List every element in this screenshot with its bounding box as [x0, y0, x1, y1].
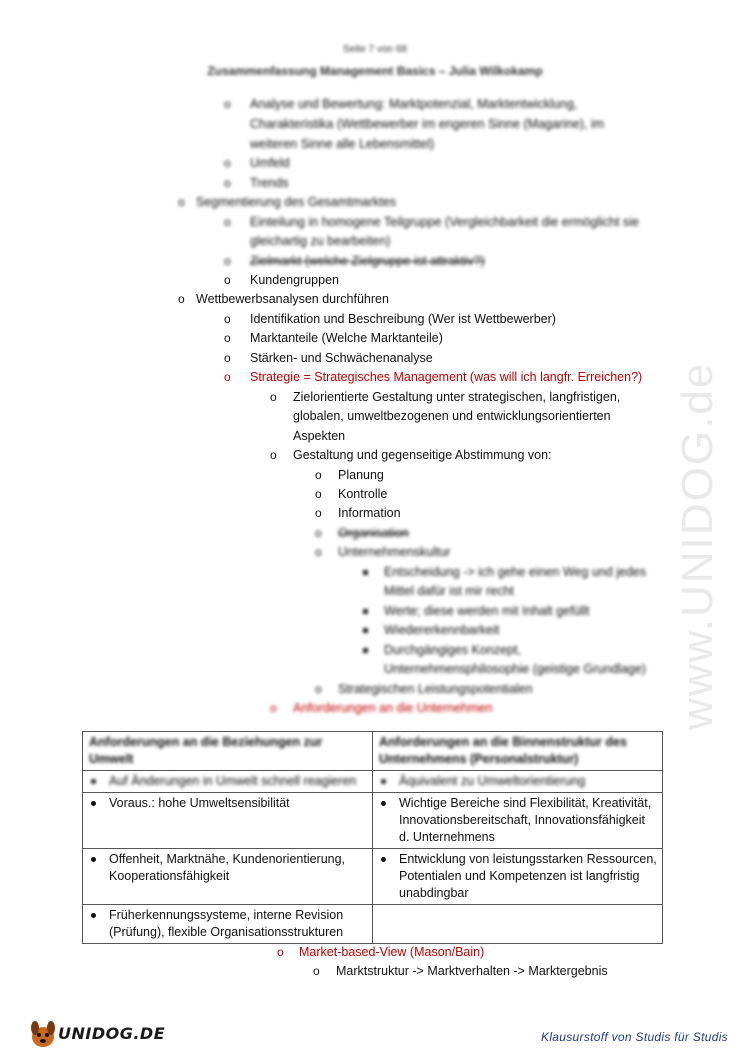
outline-line: Analyse und Bewertung: Marktpotenzial, Marktentwicklung, — [250, 97, 578, 111]
bullet-o: o — [315, 545, 322, 559]
ziel-line: globalen, umweltbezogenen und entwicklungsorientierten — [293, 409, 611, 423]
gestaltung-line: Gestaltung und gegenseitige Abstimmung von: — [293, 448, 552, 462]
bullet-o: o — [277, 945, 284, 959]
table-row — [83, 849, 663, 905]
outline-line: Strategischen Leistungspotentialen — [338, 682, 533, 696]
bullet-o: o — [315, 506, 322, 520]
table-row — [83, 771, 663, 793]
bullet-o: o — [270, 701, 277, 715]
watermark-text: www.UNIDOG.de — [673, 361, 722, 730]
market-view-heading: Market-based-View (Mason/Bain) — [299, 945, 485, 959]
outline-line: weiteren Sinne alle Lebensmittel) — [250, 137, 435, 151]
wettbewerb-item: Identifikation und Beschreibung (Wer ist Wettbewerber) — [250, 312, 556, 326]
footer-tagline: Klausurstoff von Studis für Studis — [541, 1030, 728, 1044]
strategie-heading: Strategie = Strategisches Management (was will ich langfr. Erreichen?) — [250, 370, 643, 384]
market-view-line: Marktstruktur -> Marktverhalten -> Marktergebnis — [336, 964, 608, 978]
table-row — [83, 793, 663, 849]
wettbewerbsanalyse-heading: Wettbewerbsanalysen durchführen — [196, 292, 389, 306]
requirements-table — [82, 731, 663, 944]
table-cell: Offenheit, Marktnähe, Kundenorientierung, Kooperationsfähigkeit — [83, 849, 373, 905]
bullet-o: o — [224, 351, 231, 365]
outline-line: Charakteristika (Wettbewerber im engeren Sinne (Magarine), im — [250, 117, 605, 131]
document-title: Zusammenfassung Management Basics – Julia Wilkokamp — [207, 64, 543, 78]
ziel-line: Aspekten — [293, 429, 346, 443]
square-bullet — [363, 628, 368, 633]
table-header-cell: Anforderungen an die Beziehungen zur Umwelt — [83, 732, 373, 771]
bullet-o: o — [315, 682, 322, 696]
abstimmung-item: Kontrolle — [338, 487, 388, 501]
outline-line: Durchgängiges Konzept, — [384, 643, 521, 657]
dog-logo-icon — [26, 1016, 60, 1050]
square-bullet — [363, 648, 368, 653]
bullet-o: o — [224, 215, 231, 229]
page-number: Seite 7 von 68 — [343, 44, 407, 55]
outline-line: Trends — [250, 176, 289, 190]
abstimmung-item: Planung — [338, 468, 384, 482]
wettbewerb-item: Stärken- und Schwächenanalyse — [250, 351, 433, 365]
watermark — [640, 260, 750, 740]
outline-line: Wiedererkennbarkeit — [384, 623, 500, 637]
bullet-o: o — [315, 526, 322, 540]
bullet-o: o — [270, 390, 277, 404]
square-bullet — [363, 609, 368, 614]
table-cell — [373, 905, 663, 944]
ziel-line: Zielorientierte Gestaltung unter strategischen, langfristigen, — [293, 390, 621, 404]
outline-line: Unternehmensphilosophie (geistige Grundlage) — [384, 662, 646, 676]
outline-line: Einteilung in homogene Teilgruppe (Vergleichbarkeit die ermöglicht sie — [250, 215, 639, 229]
outline-line: Unternehmenskultur — [338, 545, 451, 559]
outline-line: Entscheidung -> ich gehe einen Weg und jedes — [384, 565, 647, 579]
bullet-o: o — [178, 292, 185, 306]
bullet-o: o — [178, 195, 185, 209]
square-bullet — [363, 570, 368, 575]
table-header-cell: Anforderungen an die Binnenstruktur des Unternehmens (Personalstruktur) — [373, 732, 663, 771]
abstimmung-item: Information — [338, 506, 401, 520]
kundengruppen-item: Kundengruppen — [250, 273, 339, 287]
outline-line: Werte; diese werden mit Inhalt gefüllt — [384, 604, 590, 618]
table-cell: Früherkennungssysteme, interne Revision (Prüfung), flexible Organisationsstrukturen — [83, 905, 373, 944]
table-cell: Wichtige Bereiche sind Flexibilität, Kreativität, Innovationsbereitschaft, Innovationsfähigkeit d. Unternehmens — [373, 793, 663, 849]
bullet-o: o — [224, 273, 231, 287]
outline-line: Zielmarkt (welche Zielgruppe ist attraktiv?) — [250, 254, 485, 268]
outline-line: Anforderungen an die Unternehmen — [293, 701, 493, 715]
bullet-o: o — [224, 156, 231, 170]
bullet-o: o — [313, 964, 320, 978]
table-header-row — [83, 732, 663, 771]
bullet-o: o — [224, 370, 231, 384]
logo-text: UNIDOG.DE — [58, 1024, 166, 1043]
bullet-o: o — [270, 448, 277, 462]
outline-line: Mittel dafür ist mir recht — [384, 584, 514, 598]
bullet-o: o — [224, 312, 231, 326]
wettbewerb-item: Marktanteile (Welche Marktanteile) — [250, 331, 443, 345]
bullet-o: o — [315, 468, 322, 482]
outline-line: Umfeld — [250, 156, 290, 170]
bullet-o: o — [224, 331, 231, 345]
outline-line: gleichartig zu bearbeiten) — [250, 234, 391, 248]
table-cell: Äquivalent zu Umweltorientierung — [373, 771, 663, 793]
bullet-o: o — [224, 176, 231, 190]
outline-line: Segmentierung des Gesamtmarktes — [196, 195, 397, 209]
bullet-o: o — [224, 254, 231, 268]
bullet-o: o — [224, 97, 231, 111]
bullet-o: o — [315, 487, 322, 501]
table-cell: Entwicklung von leistungsstarken Ressourcen, Potentialen und Kompetenzen ist langfristig unabdingbar — [373, 849, 663, 905]
table-cell: Auf Änderungen in Umwelt schnell reagieren — [83, 771, 373, 793]
table-row — [83, 905, 663, 944]
outline-line: Organisation — [338, 526, 409, 540]
table-cell: Voraus.: hohe Umweltsensibilität — [83, 793, 373, 849]
